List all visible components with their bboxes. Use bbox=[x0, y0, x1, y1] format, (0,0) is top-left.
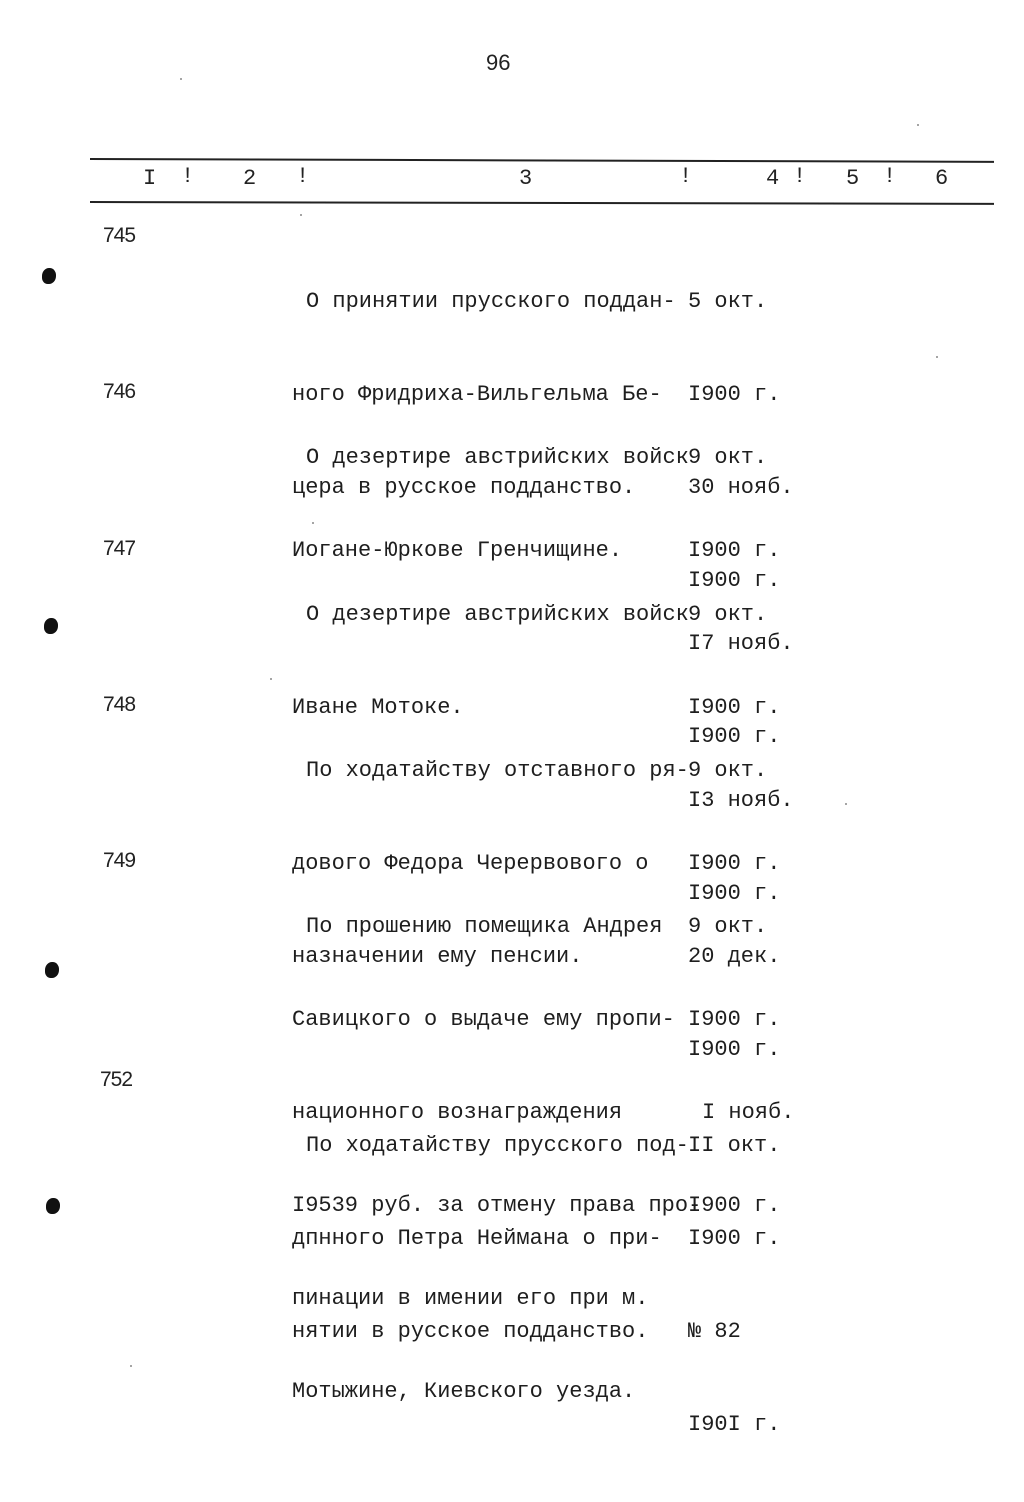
date-line: I900 г. bbox=[688, 1193, 781, 1218]
date-line: I90I г. bbox=[688, 1412, 781, 1437]
date-line: 20 дек. bbox=[688, 944, 781, 969]
date-line: I900 г. bbox=[688, 724, 781, 749]
date-line: № 82 bbox=[688, 1319, 741, 1344]
scan-speck bbox=[130, 1365, 132, 1367]
column-separator: ! bbox=[679, 164, 693, 189]
description-line: Иогане-Юркове Гренчищине. bbox=[292, 538, 623, 563]
punch-hole-mark bbox=[45, 962, 59, 978]
description-line: I9539 руб. за отмену права про- bbox=[292, 1193, 702, 1218]
scan-speck bbox=[917, 124, 919, 126]
description-line: назначении ему пенсии. bbox=[292, 944, 583, 969]
date-line: I900 г. bbox=[688, 568, 781, 593]
column-header-5: 5 bbox=[846, 166, 860, 191]
description-line: Савицкого о выдаче ему пропи- bbox=[292, 1007, 675, 1032]
date-line: I900 г. bbox=[688, 881, 781, 906]
scan-speck bbox=[300, 214, 302, 216]
scan-speck bbox=[312, 522, 314, 524]
entry-number: 748 bbox=[103, 693, 136, 716]
date-line: 30 нояб. bbox=[688, 475, 794, 500]
punch-hole-mark bbox=[46, 1198, 60, 1214]
entry-dates bbox=[688, 1068, 780, 1502]
description-line: По прошению помещика Андрея bbox=[306, 914, 663, 939]
punch-hole-mark bbox=[44, 618, 58, 634]
column-header-6: 6 bbox=[935, 166, 949, 191]
column-header-2: 2 bbox=[243, 166, 257, 191]
description-line: По ходатайству отставного ря- bbox=[306, 758, 689, 783]
date-line: I900 г. bbox=[688, 1037, 781, 1062]
description-line: национного вознаграждения bbox=[292, 1100, 623, 1125]
scan-speck bbox=[845, 803, 847, 805]
punch-hole-mark bbox=[42, 268, 56, 284]
column-header-3: 3 bbox=[519, 166, 533, 191]
date-line: I900 г. bbox=[688, 382, 781, 407]
scan-speck bbox=[270, 678, 272, 680]
date-line: 9 окт. bbox=[688, 758, 768, 783]
date-line: I3 нояб. bbox=[688, 788, 794, 813]
description-line: цера в русское подданство. bbox=[292, 475, 636, 500]
date-line: I900 г. bbox=[688, 695, 781, 720]
description-line: О дезертире австрийских войск bbox=[306, 602, 689, 627]
date-line: 9 окт. bbox=[688, 445, 768, 470]
date-line: 5 окт. bbox=[688, 289, 768, 314]
entry-number: 749 bbox=[103, 849, 136, 872]
date-line: 9 окт. bbox=[688, 602, 768, 627]
column-separator: ! bbox=[296, 164, 310, 189]
entry-number: 747 bbox=[103, 537, 136, 560]
date-line: I7 нояб. bbox=[688, 631, 794, 656]
entry-description bbox=[292, 1068, 689, 1409]
description-line: дового Федора Черервового о bbox=[292, 851, 649, 876]
description-line: Иване Мотоке. bbox=[292, 695, 464, 720]
description-line: ного Фридриха-Вильгельма Бе- bbox=[292, 382, 662, 407]
description-line: нятии в русское подданство. bbox=[292, 1319, 649, 1344]
date-line: I900 г. bbox=[688, 538, 781, 563]
description-line: Мотыжине, Киевского уезда. bbox=[292, 1379, 636, 1404]
description-line: О дезертире австрийских войск bbox=[306, 445, 689, 470]
description-line: По ходатайству прусского под- bbox=[306, 1133, 689, 1158]
column-separator: ! bbox=[793, 164, 807, 189]
column-header-1: I bbox=[143, 166, 157, 191]
page-number: 96 bbox=[486, 50, 511, 75]
date-line: I нояб. bbox=[702, 1100, 795, 1125]
date-line: I900 г. bbox=[688, 1007, 781, 1032]
date-line: I900 г. bbox=[688, 851, 781, 876]
entry-number: 746 bbox=[103, 380, 136, 403]
date-line: 9 окт. bbox=[688, 914, 768, 939]
column-separator: ! bbox=[883, 164, 897, 189]
scan-speck bbox=[936, 356, 938, 358]
column-separator: ! bbox=[181, 164, 195, 189]
scan-speck bbox=[180, 78, 182, 80]
description-line: дпнного Петра Неймана о при- bbox=[292, 1226, 662, 1251]
column-header-4: 4 bbox=[766, 166, 780, 191]
entry-number: 745 bbox=[103, 224, 136, 247]
date-line: I900 г. bbox=[688, 1226, 781, 1251]
header-bottom-rule bbox=[90, 201, 994, 205]
header-top-rule bbox=[90, 158, 994, 163]
date-line: II окт. bbox=[688, 1133, 781, 1158]
description-line: О принятии прусского поддан- bbox=[306, 289, 676, 314]
entry-number: 752 bbox=[100, 1068, 133, 1091]
description-line: пинации в имении его при м. bbox=[292, 1286, 649, 1311]
